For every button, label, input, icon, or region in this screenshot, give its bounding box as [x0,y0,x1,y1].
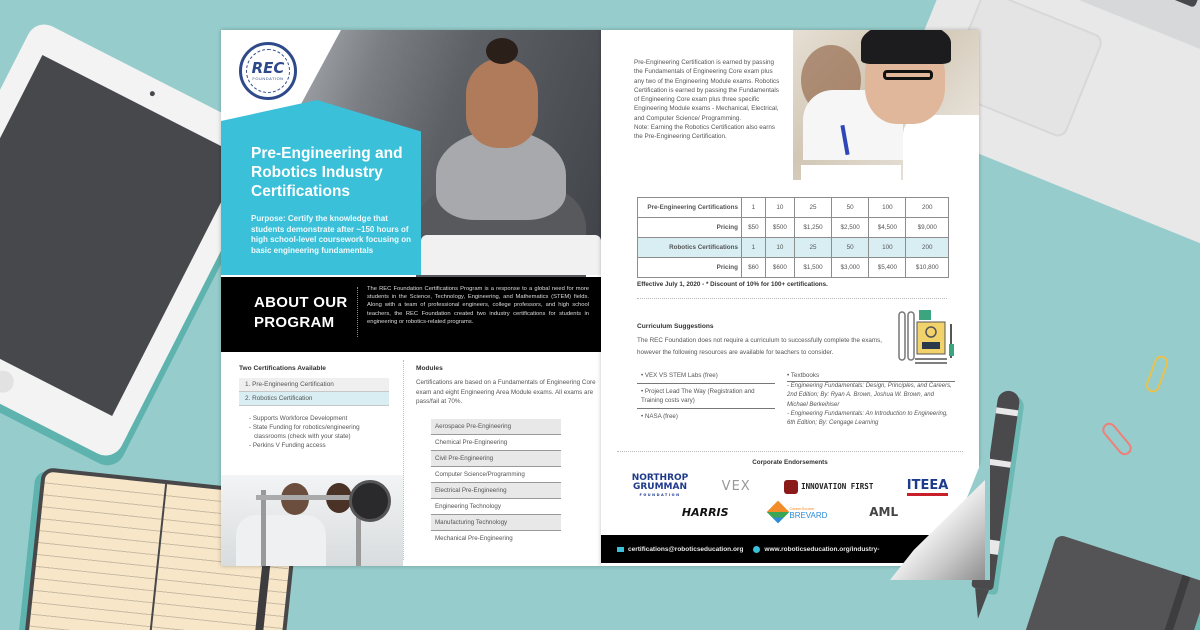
benefits-list [239,414,389,450]
table-cell: $3,000 [832,258,869,278]
student-writing-photo [793,30,979,180]
dotted-rule [637,298,947,299]
innovation-first-logo: INNOVATION FIRST [784,480,873,494]
about-text: The REC Foundation Certifications Program is a response to a global need for more students in the Science, Technology, Engineering, and Mathematics (STEM) fields. Along with a team of professional engineers, college professors, and high school teachers, the REC Foundation created two industry certifications for students in engineering or robotics-related programs. [367,286,589,325]
about-title-line1: ABOUT OUR [254,294,348,311]
resource-item: • Project Lead The Way (Registration and Training costs vary) [637,384,775,409]
column-divider [403,360,404,560]
table-cell: $10,800 [906,258,949,278]
table-row [638,218,949,238]
table-cell: 100 [869,198,906,218]
globe-icon [753,546,760,553]
logo-subtitle: FOUNDATION [252,76,284,81]
table-cell: $9,000 [906,218,949,238]
table-cell: 25 [794,238,831,258]
tablet-home-button [0,367,18,397]
about-title-line2: PROGRAM [254,314,335,331]
table-cell: 200 [906,198,949,218]
table-cell: $60 [742,258,766,278]
dotted-rule [617,451,963,452]
effective-date-note: Effective July 1, 2020 - * Discount of 10% for 100+ certifications. [637,281,828,288]
table-cell: $1,250 [794,218,831,238]
table-cell: 50 [832,198,869,218]
row-label: Robotics Certifications [638,238,742,258]
table-cell: 200 [906,238,949,258]
footer-email[interactable] [617,546,743,553]
pricing-table [637,197,949,278]
table-cell: $50 [742,218,766,238]
resource-item: • NASA (free) [641,413,678,420]
intro-note: Note: Earning the Robotics Certification also earns the Pre-Engineering Certification. [634,124,776,141]
tablet-camera [149,90,156,97]
module-item: Electrical Pre-Engineering [431,483,561,499]
module-item: Chemical Pre-Engineering [431,435,561,451]
table-row [638,238,949,258]
table-cell: $1,500 [794,258,831,278]
table-cell: $2,500 [832,218,869,238]
endorsement-logos-row-1 [601,474,979,500]
tablet-screen [0,55,244,416]
iteea-logo: ITEEA [907,478,949,496]
module-item: Computer Science/Programming [431,467,561,483]
modules-section [416,365,596,547]
paperclip-red-icon [1099,420,1134,458]
brochure-left-page [221,30,601,566]
book-shape [421,235,601,275]
cert-item-pre-engineering: 1. Pre-Engineering Certification [239,378,389,392]
table-cell: $4,500 [869,218,906,238]
table-cell: 25 [794,198,831,218]
table-row [638,198,949,218]
module-item: Engineering Technology [431,499,561,515]
vex-robotics-logo: VEX [721,479,751,495]
harris-logo: HARRIS [681,505,729,519]
footer-website[interactable] [753,546,879,553]
intro-paragraph: Pre-Engineering Certification is earned by passing the Fundamentals of Engineering Core exam plus any two of the Engineering Module exams. Robotics Certification is earned by passing the Fundamentals of Engineering Core exam plus three specific Engineering Module exams - Mechanical, Electrical, and Computer Science/ Programming. [634,59,780,122]
paperclip-yellow-icon [1144,354,1170,394]
textbook-item: - Engineering Fundamentals: An Introduction to Engineering, 6th Edition; By: Cengage Learning [787,410,948,427]
website-link[interactable]: www.roboticseducation.org/industry- [764,545,880,553]
mail-icon [617,547,624,552]
module-item: Mechanical Pre-Engineering [435,534,513,542]
hero-title: Pre-Engineering and Robotics Industry Certifications [251,145,403,200]
textbook-item: - Engineering Fundamentals: Design, Principles, and Careers, 2nd Edition; By: Ryan A. Brown, Joshua W. Brown, and Michael Berkeihiser [787,383,952,408]
table-cell: 10 [765,238,794,258]
northrop-grumman-logo: NORTHROP GRUMMAN FOUNDATION [631,473,689,497]
certification-intro [634,58,782,142]
table-cell: $600 [765,258,794,278]
module-item: Manufacturing Technology [431,515,561,531]
benefit-item: - Perkins V Funding access [249,442,326,449]
table-cell: 100 [869,238,906,258]
table-cell: 50 [832,238,869,258]
table-cell: 1 [742,198,766,218]
row-label: Pricing [638,258,742,278]
table-cell: 1 [742,238,766,258]
endorsement-logos-row-2 [601,504,979,520]
row-label: Pre-Engineering Certifications [638,198,742,218]
careersource-brevard-logo: CareerSource BREVARD [770,504,827,520]
resources-list [637,368,775,424]
module-item: Civil Pre-Engineering [431,451,561,467]
email-link[interactable]: certifications@roboticseducation.org [628,545,744,553]
row-label: Pricing [638,218,742,238]
dotted-divider [357,287,358,337]
benefit-item: - State Funding for robotics/engineering [249,424,360,431]
benefit-item: classrooms (check with your state) [254,433,351,440]
module-item: Aerospace Pre-Engineering [431,419,561,435]
textbooks-list [787,372,955,428]
curriculum-description: The REC Foundation does not require a curriculum to successfully complete the exams, however the following resources are available for teachers to consider. [637,337,882,356]
certifications-section [239,365,389,450]
endorsements-heading: Corporate Endorsements [752,459,828,466]
table-row [638,258,949,278]
module-list [431,419,561,547]
hero-purpose: Purpose: Certify the knowledge that students demonstrate after ~150 hours of high school-level coursework focusing on basic engineering fundamentals [251,214,412,255]
aml-logo: AML [869,505,899,519]
engineering-tools-icon [897,306,957,368]
rec-foundation-logo [239,42,297,100]
textbooks-heading: • Textbooks [787,372,955,382]
certifications-heading: Two Certifications Available [239,365,326,372]
modules-heading: Modules [416,365,443,372]
table-cell: $500 [765,218,794,238]
cert-item-robotics: 2. Robotics Certification [239,392,389,406]
brochure-right-page [601,30,979,566]
table-cell: $5,400 [869,258,906,278]
3d-printer-photo [221,475,403,566]
about-title [254,293,348,333]
benefit-item: - Supports Workforce Development [249,415,348,422]
logo-text: REC [251,59,285,77]
table-cell: 10 [765,198,794,218]
about-program-band [221,277,601,352]
curriculum-heading: Curriculum Suggestions [637,323,714,330]
closed-notebook-illustration [1011,534,1200,630]
resource-item: • VEX VS STEM Labs (free) [637,368,775,384]
modules-description: Certifications are based on a Fundamentals of Engineering Core exam and eight Engineering Area Module exams. All exams are pass/fail at 70%. [416,379,596,405]
